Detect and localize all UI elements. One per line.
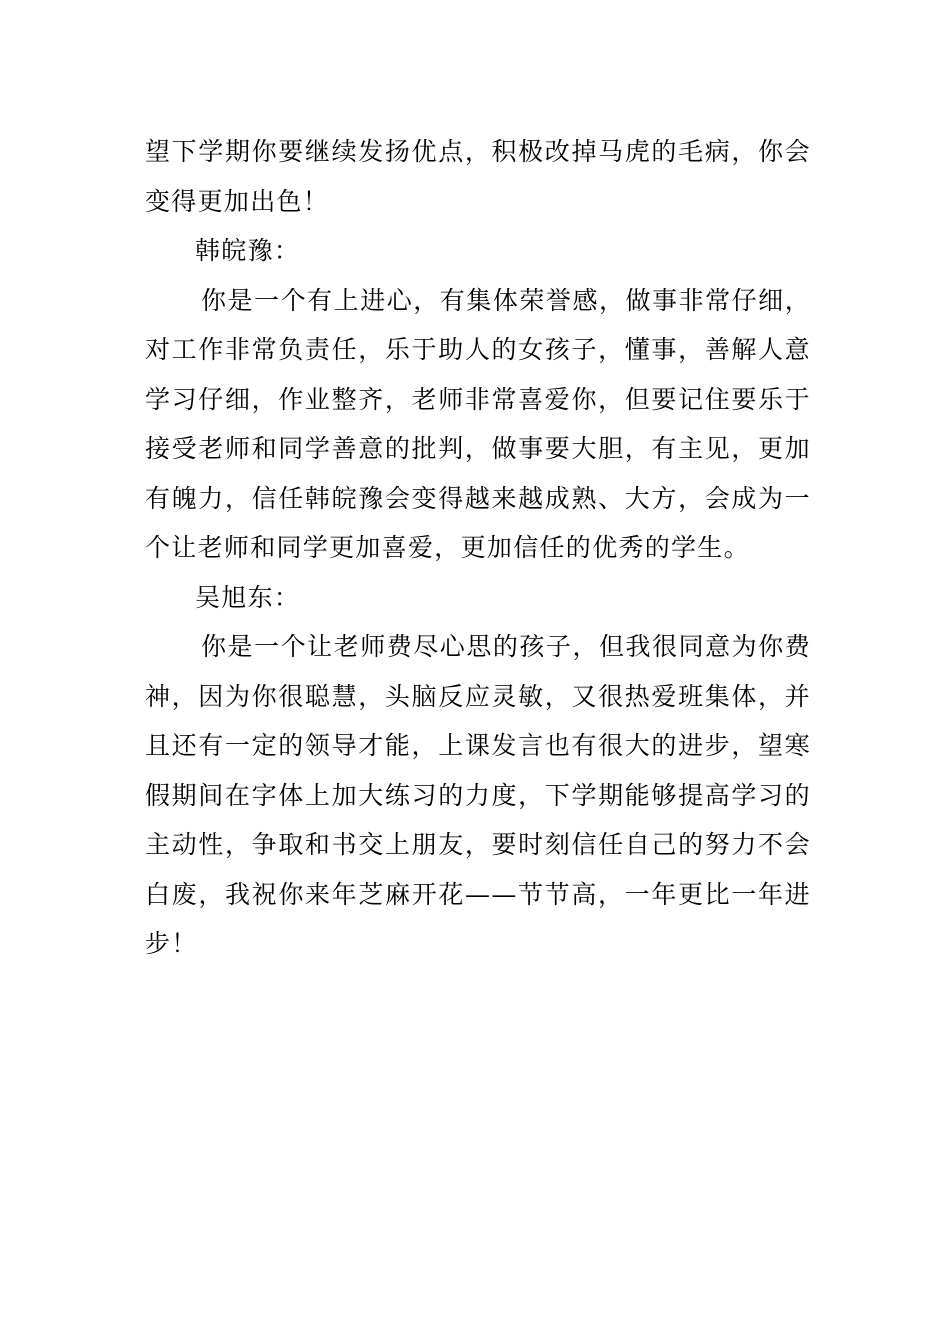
student-name-wu: 吴旭东： [195,582,301,612]
comment-paragraph-han: 你是一个有上进心，有集体荣誉感，做事非常仔细，对工作非常负责任，乐于助人的女孩子，懂事，善解人意学习仔细，作业整齐，老师非常喜爱你，但要记住要乐于接受老师和同学善意的批判，做事要大胆，有主见，更加有魄力，信任韩皖豫会变得越来越成熟、大方，会成为一个让老师和同学更加喜爱，更加信任的优秀的学生。 [145,285,811,562]
continuation-paragraph: 望下学期你要继续发扬优点，积极改掉马虎的毛病，你会变得更加出色！ [145,137,811,216]
student-name-han: 韩皖豫： [195,236,301,265]
document-body [145,127,811,969]
comment-paragraph-wu: 你是一个让老师费尽心思的孩子，但我很同意为你费神，因为你很聪慧，头脑反应灵敏，又很热爱班集体，并且还有一定的领导才能，上课发言也有很大的进步，望寒假期间在字体上加大练习的力度，下学期能够提高学习的主动性，争取和书交上朋友，要时刻信任自己的努力不会白废，我祝你来年芝麻开花——节节高，一年更比一年进步！ [145,632,811,958]
